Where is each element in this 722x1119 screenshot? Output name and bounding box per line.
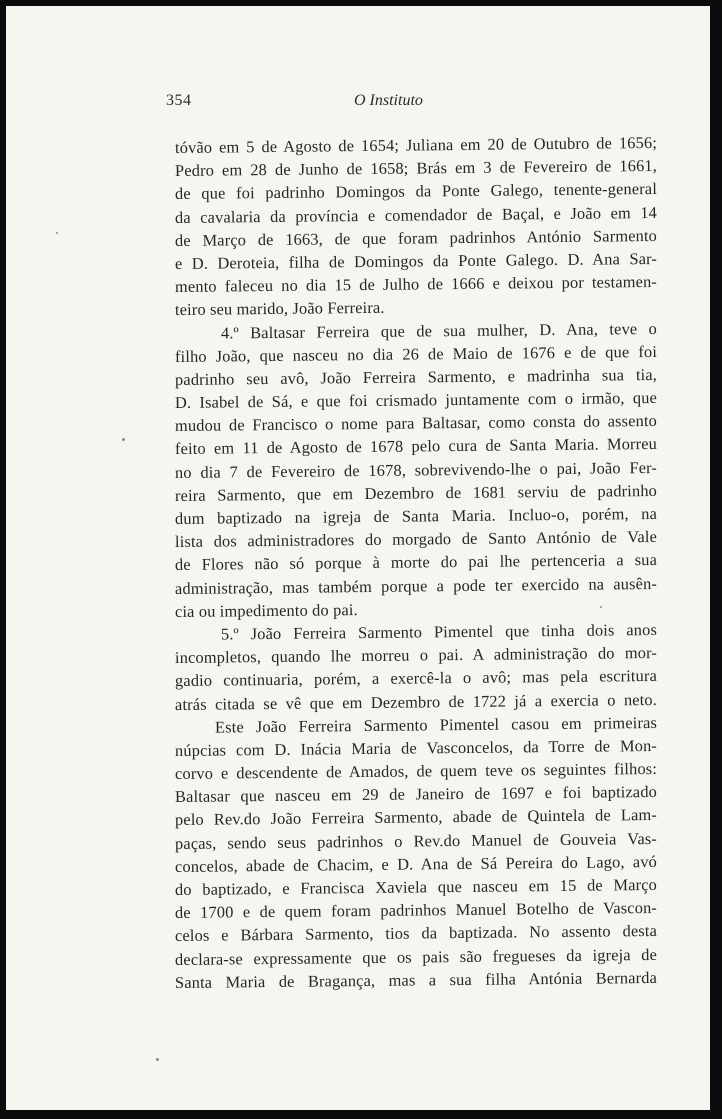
text-line: cia ou impedimento do pai. <box>174 599 358 621</box>
text-line: Santa Maria de Bragança, mas a sua filha Antónia Bernarda <box>174 967 658 992</box>
text-line: tóvão em 5 de Agosto de 1654; Juliana em 20 de Outubro de 1656; <box>174 132 658 157</box>
text-line: de Flores não só porque à morte do pai lhe pertenceria a sua <box>174 550 658 575</box>
text-line: reira Sarmento, que em Dezembro de 1681 serviu de padrinho <box>174 480 658 505</box>
print-speck <box>600 606 602 608</box>
text-line: do baptizado, e Francisca Xaviela que nasceu em 15 de Março <box>174 874 658 899</box>
text-line: de Março de 1663, de que foram padrinhos António Sarmento <box>174 225 658 250</box>
text-line: filho João, que nasceu no dia 26 de Maio de 1676 e de que foi <box>174 341 658 366</box>
text-line: gadio continuaria, porém, a exercê-la o avô; mas pela escritura <box>174 666 658 691</box>
print-speck <box>56 232 58 234</box>
running-title: O Instituto <box>354 92 423 109</box>
page-number: 354 <box>166 92 192 109</box>
text-line: Pedro em 28 de Junho de 1658; Brás em 3 de Fevereiro de 1661, <box>174 156 658 181</box>
body-text <box>174 132 658 994</box>
text-line: Baltasar que nasceu em 29 de Janeiro de 1697 e foi baptizado <box>174 782 658 807</box>
text-line: incompletos, quando lhe morreu o pai. A administração do mor- <box>174 643 658 668</box>
text-line: declara-se expressamente que os pais são fregueses da igreja de <box>174 944 658 969</box>
print-speck <box>122 438 125 441</box>
book-page <box>6 6 710 1110</box>
text-line: mudou de Francisco o nome para Baltasar, como consta do assento <box>174 411 658 436</box>
text-line: concelos, abade de Chacim, e D. Ana de Sá Pereira do Lago, avó <box>174 851 658 876</box>
text-line: atrás citada se vê que em Dezembro de 1722 já a exercia o neto. <box>174 689 658 714</box>
text-line: de 1700 e de quem foram padrinhos Manuel Botelho de Vascon- <box>174 898 658 923</box>
text-line: mento faleceu no dia 15 de Julho de 1666 e deixou por testamen- <box>174 272 658 297</box>
text-line: paças, sendo seus padrinhos o Rev.do Manuel de Gouveia Vas- <box>174 828 658 853</box>
text-line: teiro seu marido, João Ferreira. <box>174 298 385 320</box>
text-line: da cavalaria da província e comendador de Baçal, e João em 14 <box>174 202 658 227</box>
text-line: e D. Deroteia, filha de Domingos da Ponte Galego. D. Ana Sar- <box>174 248 658 273</box>
text-line: corvo e descendente de Amados, de quem teve os seguintes filhos: <box>174 759 658 784</box>
text-line: administração, mas também porque a pode ter exercido na ausên- <box>174 573 658 598</box>
text-line: dum baptizado na igreja de Santa Maria. Incluo-o, porém, na <box>174 503 658 528</box>
text-line: pelo Rev.do João Ferreira Sarmento, abade de Quintela de Lam- <box>174 805 658 830</box>
text-line: de que foi padrinho Domingos da Ponte Galego, tenente-general <box>174 179 658 204</box>
text-line: no dia 7 de Fevereiro de 1678, sobrevivendo-lhe o pai, João Fer- <box>174 457 658 482</box>
print-speck <box>156 1058 159 1061</box>
text-line: celos e Bárbara Sarmento, tios da baptizada. No assento desta <box>174 921 658 946</box>
text-line: padrinho seu avô, João Ferreira Sarmento, e madrinha sua tia, <box>174 364 658 389</box>
text-line: 4.º Baltasar Ferreira que de sua mulher, D. Ana, teve o <box>220 318 658 343</box>
page-header <box>6 92 710 112</box>
text-line: 5.º João Ferreira Sarmento Pimentel que tinha dois anos <box>220 619 658 644</box>
text-line: lista dos administradores do morgado de Santo António de Vale <box>174 527 658 552</box>
text-line: feito em 11 de Agosto de 1678 pelo cura de Santa Maria. Morreu <box>174 434 658 459</box>
text-line: Este João Ferreira Sarmento Pimentel casou em primeiras <box>214 712 658 737</box>
text-line: D. Isabel de Sá, e que foi crismado juntamente com o irmão, que <box>174 388 658 413</box>
text-line: núpcias com D. Inácia Maria de Vasconcelos, da Torre de Mon- <box>174 735 658 760</box>
